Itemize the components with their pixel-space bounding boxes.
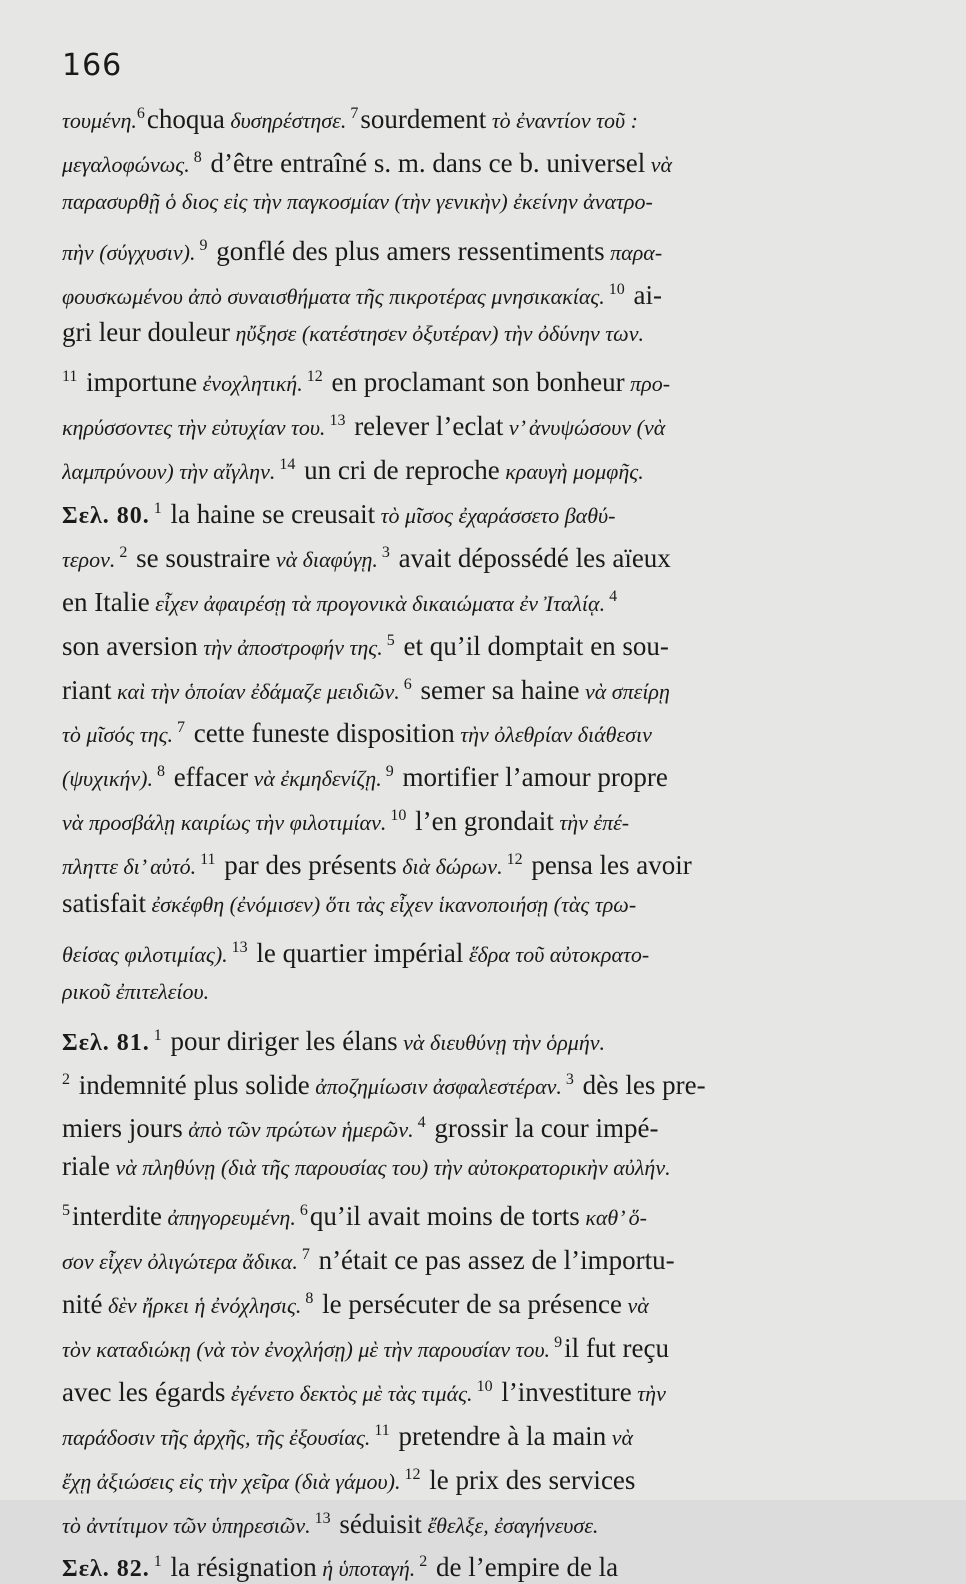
note-number: 12	[400, 1465, 421, 1483]
french-term: cette funeste disposition	[187, 718, 455, 749]
text-line	[62, 1014, 894, 1058]
note-number: 2	[62, 1070, 70, 1088]
text-line	[62, 1189, 894, 1233]
french-term: nité	[62, 1289, 103, 1320]
text-line	[62, 355, 894, 399]
greek-gloss: ἀπὸ τῶν πρώτων ἡμερῶν.	[182, 1117, 414, 1143]
text-line	[62, 575, 894, 619]
greek-gloss: καθ’ ὅ-	[579, 1205, 647, 1231]
greek-gloss: κηρύσσοντες τὴν εὐτυχίαν του.	[62, 415, 326, 441]
french-term: grossir la cour impé-	[427, 1113, 659, 1144]
greek-gloss: ἐγένετο δεκτὸς μὲ τὰς τιμάς.	[225, 1380, 473, 1406]
note-number: 11	[62, 368, 78, 386]
greek-gloss: τὸ μῖσος ἐχαράσσετο βαθύ-	[375, 503, 616, 529]
text-line	[62, 268, 894, 312]
text-line	[62, 750, 894, 794]
french-term: gri leur douleur	[62, 317, 230, 348]
note-number: 4	[605, 587, 618, 605]
greek-gloss: κραυγὴ μομφῆς.	[499, 459, 644, 485]
french-term: pensa les avoir	[524, 850, 692, 881]
french-term: et qu’il domptait en sou-	[396, 630, 669, 661]
text-line	[62, 1321, 894, 1365]
note-number: 1	[149, 1553, 162, 1571]
text-line	[62, 838, 894, 882]
note-number: 5	[382, 631, 395, 649]
french-term: interdite	[72, 1201, 162, 1232]
text-line	[62, 1497, 894, 1541]
text-line	[62, 1101, 894, 1145]
french-term: miers jours	[62, 1113, 183, 1144]
french-term: séduisit	[332, 1508, 422, 1539]
greek-gloss: τὴν ἀποστροφήν της.	[197, 634, 383, 660]
note-number: 10	[386, 807, 407, 825]
note-number: 14	[275, 456, 296, 474]
french-term: n’était ce pas assez de l’importu-	[311, 1245, 675, 1276]
greek-gloss: πληττε δι’ αὐτό.	[62, 854, 197, 880]
greek-gloss: ἔχῃ ἀξιώσεις εἰς τὴν χεῖρα (διὰ γάμου).	[62, 1468, 401, 1494]
text-line	[62, 487, 894, 531]
french-term: l’investiture	[494, 1376, 632, 1407]
french-term: indemnité plus solide	[72, 1069, 310, 1100]
note-number: 3	[561, 1070, 574, 1088]
greek-gloss: νὰ διαφύγῃ.	[270, 546, 378, 572]
text-line	[62, 619, 894, 663]
note-number: 11	[370, 1421, 390, 1439]
french-term: gonflé des plus amers ressentiments	[209, 235, 605, 266]
greek-gloss: σον εἶχεν ὀλιγώτερα ἄδικα.	[62, 1249, 298, 1275]
text-line	[62, 794, 894, 838]
text-line	[62, 531, 894, 575]
greek-gloss: τὴν	[631, 1380, 666, 1406]
note-number: 9	[381, 763, 394, 781]
french-term: en proclamant son bonheur	[324, 367, 625, 398]
greek-gloss: νὰ	[606, 1424, 634, 1450]
greek-gloss: ηὔξησε (κατέστησεν ὀξυτέραν) τὴν ὀδύνην των.	[229, 321, 644, 347]
greek-gloss: τὸ ἐναντίον τοῦ :	[486, 108, 638, 133]
french-term: l’en grondait	[408, 806, 554, 837]
french-term: semer sa haine	[413, 674, 580, 705]
note-number: 8	[301, 1290, 314, 1308]
note-number: 6	[295, 1202, 308, 1220]
french-term: la résignation	[163, 1552, 317, 1583]
text-line	[62, 1409, 894, 1453]
french-term: la haine se creusait	[163, 499, 376, 530]
french-term: relever l’eclat	[347, 411, 504, 442]
text-line	[62, 92, 894, 136]
greek-gloss: νὰ προσβάλῃ καιρίως τὴν φιλοτιμίαν.	[62, 810, 387, 836]
greek-gloss: εἶχεν ἀφαιρέσῃ τὰ προγονικὰ δικαιώματα ἐν Ἰταλίᾳ.	[149, 590, 606, 616]
text-line	[62, 1453, 894, 1497]
french-term: ai-	[626, 279, 663, 310]
french-term: dès les pre-	[575, 1069, 706, 1100]
text-line	[62, 224, 894, 268]
greek-gloss: ἐσκέφθη (ἐνόμισεν) ὅτι τὰς εἶχεν ἱκανοποιήσῃ (τὰς τρω-	[145, 892, 637, 918]
text-line	[62, 926, 894, 970]
note-number: 11	[196, 851, 216, 869]
french-term: d’être entraîné s. m. dans ce b. universel	[203, 147, 646, 178]
greek-gloss: τὸν καταδιώκῃ (νὰ τὸν ἐνοχλήσῃ) μὲ τὴν παρουσίαν του.	[62, 1336, 551, 1362]
section-heading: Σελ. 80.	[62, 503, 150, 530]
note-number: 10	[604, 280, 625, 298]
page-number: 166	[62, 48, 123, 83]
note-number: 12	[502, 851, 523, 869]
text-line	[62, 180, 894, 224]
greek-gloss: ἐνοχλητική.	[197, 371, 303, 397]
note-number: 8	[189, 148, 202, 166]
french-term: avait dépossédé les aïeux	[391, 542, 671, 573]
text-line	[62, 706, 894, 750]
greek-gloss: δυσηρέστησε.	[224, 108, 347, 133]
greek-gloss: ἔθελξε, ἐσαγήνευσε.	[421, 1512, 599, 1538]
french-term: mortifier l’amour propre	[395, 762, 668, 793]
greek-gloss: ν’ ἀνυψώσουν (νὰ	[503, 415, 666, 441]
note-number: 6	[136, 105, 145, 122]
french-term: pretendre à la main	[391, 1420, 607, 1451]
note-number: 13	[227, 938, 248, 956]
note-number: 13	[310, 1509, 331, 1527]
greek-gloss: θείσας φιλοτιμίας).	[62, 941, 228, 967]
text-line	[62, 1277, 894, 1321]
greek-gloss: προ-	[624, 371, 671, 397]
greek-gloss: τουμένη.	[62, 108, 137, 133]
note-number: 9	[550, 1333, 563, 1351]
greek-gloss: ἀπηγορευμένη.	[161, 1205, 296, 1231]
text-line	[62, 1540, 894, 1584]
french-term: avec les égards	[62, 1376, 226, 1407]
greek-gloss: διὰ δώρων.	[396, 854, 503, 880]
text-line	[62, 399, 894, 443]
note-number: 1	[149, 1026, 162, 1044]
greek-gloss: πὴν (σύγχυσιν).	[62, 239, 196, 265]
french-term: qu’il avait moins de torts	[309, 1201, 580, 1232]
text-line	[62, 882, 894, 926]
french-term: un cri de reproche	[297, 455, 500, 486]
note-number: 7	[173, 719, 186, 737]
text-line	[62, 663, 894, 707]
note-number: 3	[377, 543, 390, 561]
greek-gloss: ἀποζημίωσιν ἀσφαλεστέραν.	[309, 1073, 562, 1099]
french-term: se soustraire	[129, 542, 271, 573]
note-number: 10	[472, 1377, 493, 1395]
greek-gloss: ρικοῦ ἐπιτελείου.	[62, 978, 210, 1004]
french-term: le persécuter de sa présence	[315, 1289, 622, 1320]
french-term: riant	[62, 674, 112, 705]
greek-gloss: νὰ ἐκμηδενίζῃ.	[248, 766, 382, 792]
note-number: 2	[415, 1553, 428, 1571]
greek-gloss: παράδοσιν τῆς ἀρχῆς, τῆς ἐξουσίας.	[62, 1424, 371, 1450]
greek-gloss: τὸ ἀντίτιμον τῶν ὑπηρεσιῶν.	[62, 1512, 311, 1538]
text-line	[62, 1145, 894, 1189]
text-line	[62, 311, 894, 355]
note-number: 7	[297, 1246, 310, 1264]
note-number: 8	[152, 763, 165, 781]
greek-gloss: παρα-	[604, 239, 663, 265]
greek-gloss: ἕδρα τοῦ αὐτοκρατο-	[463, 941, 650, 967]
text-line	[62, 136, 894, 180]
greek-gloss: τὴν ἐπέ-	[553, 810, 630, 836]
note-number: 13	[325, 412, 346, 430]
note-number: 12	[302, 368, 323, 386]
french-term: il fut reçu	[564, 1332, 670, 1363]
french-term: de l’empire de la	[429, 1552, 619, 1583]
greek-gloss: μεγαλοφώνως.	[62, 151, 190, 177]
french-term: importune	[79, 367, 198, 398]
greek-gloss: νὰ πληθύνῃ (διὰ τῆς παρουσίας του) τὴν αὐτοκρατορικὴν αὐλήν.	[109, 1155, 671, 1181]
note-number: 5	[62, 1202, 70, 1220]
text-line	[62, 1365, 894, 1409]
french-term: effacer	[166, 762, 249, 793]
greek-gloss: ἡ ὑποταγή.	[316, 1556, 416, 1582]
text-line	[62, 970, 894, 1014]
greek-gloss: (ψυχικήν).	[62, 766, 153, 792]
note-number: 9	[195, 236, 208, 254]
note-number: 6	[399, 675, 412, 693]
french-term: riale	[62, 1151, 110, 1182]
note-number: 1	[149, 500, 162, 518]
note-number: 2	[115, 543, 128, 561]
french-term: le quartier impérial	[249, 937, 464, 968]
section-heading: Σελ. 82.	[62, 1556, 150, 1583]
french-term: par des présents	[217, 850, 397, 881]
greek-gloss: τερον.	[62, 546, 116, 572]
french-term: sourdement	[360, 104, 487, 134]
text-line	[62, 443, 894, 487]
french-term: son aversion	[62, 630, 198, 661]
french-term: satisfait	[62, 888, 146, 919]
greek-gloss: φουσκωμένου ἀπὸ συναισθήματα τῆς πικροτέρας μνησικακίας.	[62, 283, 605, 309]
greek-gloss: παρασυρθῇ ὁ διος εἰς τὴν παγκοσμίαν (τὴν γενικὴν) ἐκείνην ἀνατρο-	[62, 188, 653, 214]
greek-gloss: νὰ σπείρῃ	[579, 678, 670, 704]
french-term: pour diriger les élans	[163, 1025, 398, 1056]
note-number: 7	[346, 105, 359, 122]
greek-gloss: τὴν ὀλεθρίαν διάθεσιν	[454, 722, 652, 748]
greek-gloss: λαμπρύνουν) τὴν αἴγλην.	[62, 459, 276, 485]
section-heading: Σελ. 81.	[62, 1029, 150, 1056]
glossary-text	[62, 92, 894, 1584]
greek-gloss: νὰ διευθύνῃ τὴν ὁρμήν.	[397, 1029, 606, 1055]
greek-gloss: δὲν ἤρκει ἡ ἐνόχλησις.	[102, 1293, 302, 1319]
greek-gloss: νὰ	[621, 1293, 649, 1319]
french-term: en Italie	[62, 586, 150, 617]
text-line	[62, 1233, 894, 1277]
greek-gloss: καὶ τὴν ὁποίαν ἐδάμαζε μειδιῶν.	[111, 678, 400, 704]
greek-gloss: τὸ μῖσός της.	[62, 722, 174, 748]
french-term: choqua	[146, 104, 225, 134]
french-term: le prix des services	[422, 1464, 636, 1495]
text-line	[62, 1058, 894, 1102]
note-number: 4	[413, 1114, 426, 1132]
greek-gloss: νὰ	[645, 151, 673, 177]
